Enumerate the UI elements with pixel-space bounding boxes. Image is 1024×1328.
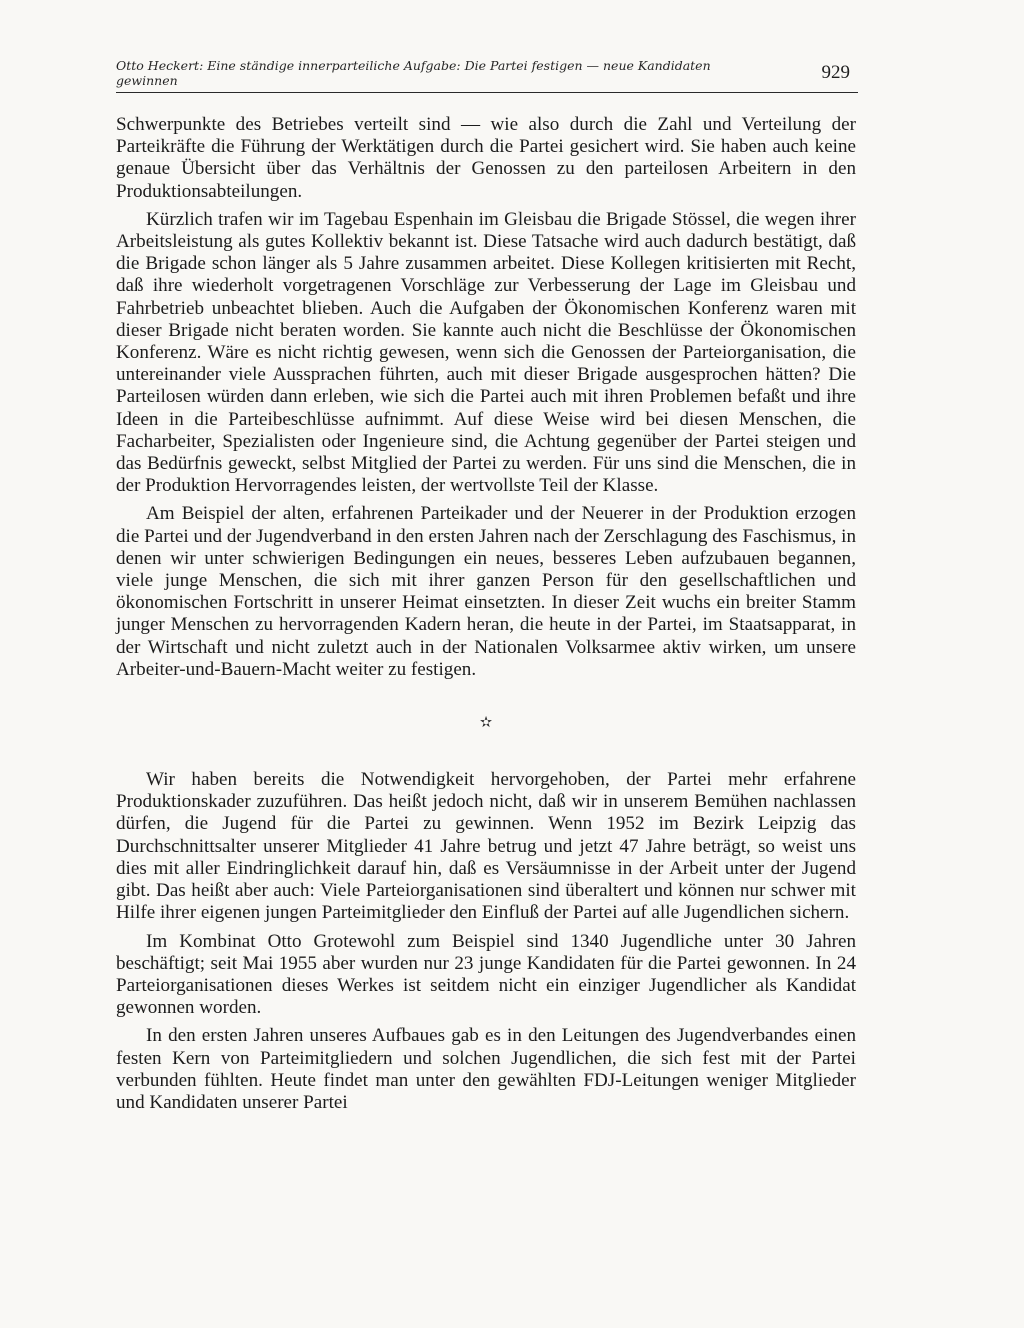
section-separator-star: ✫ bbox=[479, 713, 493, 732]
paragraph-5: Im Kombinat Otto Grotewohl zum Beispiel sind 1340 Jugendliche unter 30 Jahren beschäftigt; seit Mai 1955 aber wurden nur 23 junge Kandidaten für die Partei gewonnen. In 24 Parteiorganisationen dieses Werkes ist seitdem nicht ein einziger Jugendlicher als Kandidat gewonnen worden. bbox=[116, 930, 856, 1019]
running-title: Otto Heckert: Eine ständige innerparteiliche Aufgabe: Die Partei festigen — neue Kandidaten gewinnen bbox=[116, 58, 711, 88]
page-number: 929 bbox=[821, 62, 850, 83]
paragraph-2: Kürzlich trafen wir im Tagebau Espenhain im Gleisbau die Brigade Stössel, die wegen ihrer Arbeitsleistung als gutes Kollektiv bekannt ist. Diese Tatsache wird auch dadurch bestätigt, daß die Brigade schon länger als 5 Jahre zusammen arbeitet. Diese Kollegen kritisierten mit Recht, daß ihre wiederholt vorgetragenen Vorschläge zur Verbesserung der Lage im Gleisbau und Fahrbetrieb unbeachtet blieben. Auch die Aufgaben der Ökonomischen Konferenz waren mit dieser Brigade nicht beraten worden. Sie kannte auch nicht die Beschlüsse der Ökonomischen Konferenz. Wäre es nicht richtig gewesen, wenn sich die Genossen der Parteiorganisation, die untereinander viele Aussprachen führten, auch mit dieser Brigade ausgesprochen hätten? Die Parteilosen würden dann erleben, wie sich die Partei auch mit ihren Problemen befaßt und ihre Ideen in die Parteibeschlüsse aufnimmt. Auf diese Weise wird bei diesen Menschen, die Facharbeiter, Spezialisten oder Ingenieure sind, die Achtung gegenüber der Partei steigen und das Bedürfnis geweckt, selbst Mitglied der Partei zu werden. Für uns sind die Menschen, die in der Produktion Hervorragendes leisten, der wertvollste Teil der Klasse. bbox=[116, 208, 856, 497]
paragraph-6: In den ersten Jahren unseres Aufbaues gab es in den Leitungen des Jugendverbandes einen festen Kern von Parteimitgliedern und solchen Jugendlichen, die sich fest mit der Partei verbunden fühlten. Heute findet man unter den gewählten FDJ-Leitungen weniger Mitglieder und Kandidaten unserer Partei bbox=[116, 1025, 856, 1113]
paragraph-3: Am Beispiel der alten, erfahrenen Parteikader und der Neuerer in der Produktion erzogen die Partei und der Jugendverband in den ersten Jahren nach der Zerschlagung des Faschismus, in denen wir unter schwierigen Bedingungen ein neues, besseres Leben aufzubauen begannen, viele junge Menschen, die sich mit ihrer ganzen Person für den gesellschaftlichen und ökonomischen Fortschritt in unserer Heimat einsetzten. In dieser Zeit wuchs ein breiter Stamm junger Menschen zu hervorragenden Kadern heran, die heute in der Partei, im Staatsapparat, in der Wirtschaft und nicht zuletzt auch in der Nationalen Volksarmee aktiv wirken, um unsere Arbeiter-und-Bauern-Macht weiter zu festigen. bbox=[116, 503, 856, 680]
article-body bbox=[116, 114, 856, 1120]
running-header bbox=[116, 56, 858, 93]
paragraph-1: Schwerpunkte des Betriebes verteilt sind — wie also durch die Zahl und Verteilung der Parteikräfte die Führung der Werktätigen durch die Partei gesichert wird. Sie haben auch keine genaue Übersicht über das Verhältnis der Genossen zu den parteilosen Arbeitern in den Produktionsabteilungen. bbox=[116, 114, 856, 202]
paragraph-4: Wir haben bereits die Notwendigkeit hervorgehoben, der Partei mehr erfahrene Produktionskader zuzuführen. Das heißt jedoch nicht, daß wir in unserem Bemühen nachlassen dürfen, die Jugend für die Partei zu gewinnen. Wenn 1952 im Bezirk Leipzig das Durchschnittsalter unserer Mitglieder 41 Jahre betrug und jetzt 47 Jahre beträgt, so weist uns dies mit aller Eindringlichkeit darauf hin, daß es Versäumnisse in der Arbeit unter der Jugend gibt. Das heißt aber auch: Viele Parteiorganisationen sind überaltert und können nur schwer mit Hilfe ihrer eigenen jungen Parteimitglieder den Einfluß der Partei auf alle Jugendlichen sichern. bbox=[116, 769, 856, 924]
